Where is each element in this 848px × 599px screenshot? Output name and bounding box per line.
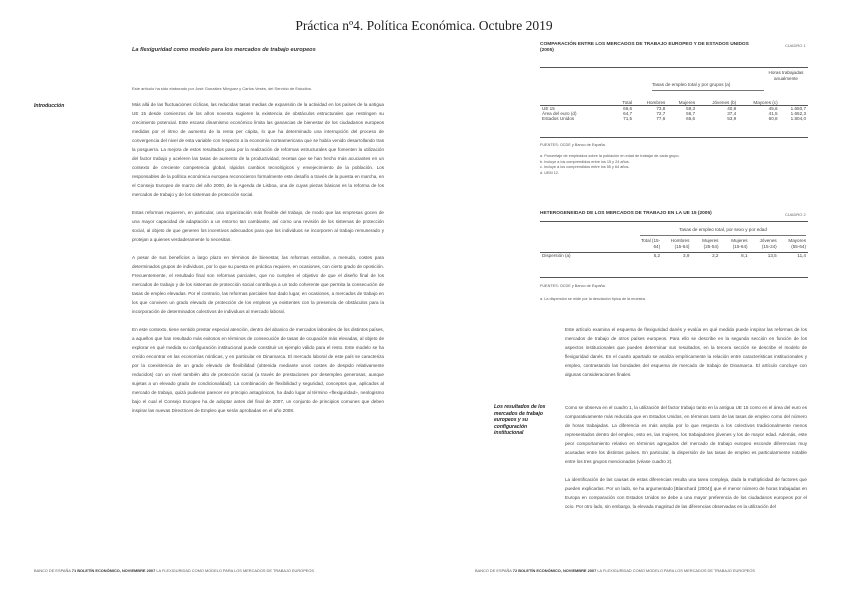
column-header: Mayores (c) [753,100,778,105]
table1-grid [540,100,808,121]
table1-note: b. Incluye a los comprendidos entre los 15 y 24 años. [540,159,630,164]
footer-page-number: 72 [512,568,518,573]
footer-article-name: LA FLEXIGURIDAD COMO MODELO PARA LOS MERCADOS DE TRABAJO EUROPEOS [597,568,756,573]
table-cell: 1.650,7 [790,106,806,111]
table-cell: 40,8 [727,106,737,111]
paragraph: La identificación de las causas de estas diferencias resulta una tarea compleja, dada la multiplicidad de factores que pueden explicarlas. Por un lado, se ha argumentado [Blanchard (2004)] que el menor número de horas trabajadas en Europa en comparación con Estados Unidos se debe a una mayor preferencia de los ciudadanos europeos por el ocio. Por otro lado, sin embargo, la elevada magnitud de las diferencias observadas en la utilización del [565,477,807,509]
paragraph: Estas reformas requieren, en particular, una organización más flexible del trabajo, de modo que las empresas gocen de una mayor capacidad de adaptación a un entorno tan cambiante, así como una revisión de los sistemas de protección social, al objeto de que generen los incentivos adecuados para que los individuos se incorporen al trabajo remunerado y protejan a quienes verdaderamente lo necesitan. [132,210,384,242]
column-header: Mujeres (25-54) [702,238,719,249]
column-header: Total (15-64) [640,238,661,249]
table1-group-rule [652,90,764,91]
table-row [540,116,808,121]
table1-rule-bottom [540,137,808,138]
footer-page-number: 71 [71,568,77,573]
page-title: Práctica nº4. Política Económica. Octubre 2019 [295,18,553,33]
table-cell: 77,6 [656,116,666,121]
table1-group-header: Tasas de empleo total y por grupos (a) [652,82,731,87]
table1-cuadro-label: CUADRO 1 [785,43,806,48]
paragraph: A pesar de sus beneficios a largo plazo en términos de bienestar, las reformas entrañan, a menudo, costes para determinados grupos de individuos, por lo que su puesta en práctica requiere, en ocasiones, con cierto grado de oposición. Frecuentemente, el resultado final son reformas parciales, que no cumplen el objetivo de que el diseño final de los mercados de trabajo y de los sistemas de protección social contribuya a un todo coherente que permita la consecución de tasas de empleo elevadas. Por el contrario, las reformas parciales han dado lugar, en ocasiones, a mercados de trabajo en los que conviven un grado elevado de protección de los empleos ya existentes con la presencia de obstáculos para la incorporación de determinados colectivos de individuos al mercado laboral. [132,255,384,314]
table-cell: 11,4 [797,253,806,258]
paragraph: Más allá de las fluctuaciones cíclicas, las reducidas tasas medias de expansión de la actividad en los países de la antigua UE 15 desde comienzos de los años noventa sugieren la existencia de obstáculos estructurales que restringen su crecimiento potencial. Este escaso dinamismo económico limita las ganancias de bienestar de los ciudadanos europeos medidas por el ritmo de aumento de la renta per cápita, lo que ha determinado una interrupción del proceso de convergencia del nivel de esta variable con respecto a la economía norteamericana que se había venido desarrollando tras la posguerra. La mejora de estos resultados pasa por la realización de reformas estructurales que fomenten la utilización del factor trabajo y aceleren las tasas de aumento de la productividad, recetas que se han hecho más acuciantes en un contexto de creciente competencia global, rápidos cambios tecnológicos y envejecimiento de la población. Los responsables de la política económica europea reconocieron formalmente este desafío a través de la puesta en marcha, en el Consejo Europeo de marzo del año 2000, de la Agenda de Lisboa, una de cuyas piezas básicas es la reforma de los mercados de trabajo y de los sistemas de protección social. [132,102,384,197]
column-header: Hombres (15-64) [670,238,690,249]
row-label: UE 15 [542,106,555,111]
row-label: Área del euro (d) [542,111,577,116]
table-cell: 41,5 [768,111,778,116]
table-header-row [540,238,808,250]
table1-source: FUENTES: OCDE y Banco de España. [540,143,606,147]
table-row [540,253,808,258]
footer-article-name: LA FLEXIGURIDAD COMO MODELO PARA LOS MERCADOS DE TRABAJO EUROPEOS [156,568,315,573]
right-intro-text: Este artículo examina el esquema de flexiguridad danés y evalúa en qué medida puede inspirar las reformas de los mercados de trabajo de otros países europeos. Para ello se describe en la segunda sección en función de los aspectos institucionales que pueden determinar sus resultados, en la tercera sección se describe el modelo de flexiguridad danés. En el cuarto apartado se analiza empíricamente la relación entre características institucionales y empleo, contrastando las bondades del esquema de mercado de trabajo de Dinamarca. El artículo concluye con algunas consideraciones finales. [565,327,807,377]
table2-group-rule [640,235,806,236]
table1-notes [540,154,808,176]
table-cell: 71,5 [623,116,633,121]
column-header: Jóvenes (b) [712,100,737,105]
footer-publisher: BANCO DE ESPAÑA [34,568,71,573]
right-footer [475,568,755,573]
table1 [540,70,808,121]
article-title: La flexiguridad como modelo para los mercados de trabajo europeos [132,47,316,53]
table2 [540,224,808,258]
article-authors: Este artículo ha sido elaborado por José González Mínguez y Carlos Vesés, del Servicio de Estudios. [132,86,312,91]
left-body-text [132,100,384,424]
table-cell: 1.652,3 [790,111,806,116]
column-header: Mujeres [678,100,696,105]
column-header: Mujeres (15-64) [731,238,748,249]
table2-cuadro-label: CUADRO 2 [785,212,806,217]
table2-title: HETEROGENEIDAD DE LOS MERCADOS DE TRABAJO EN LA UE 15 (2005) [540,211,712,216]
table1-title: COMPARACIÓN ENTRE LOS MERCADOS DE TRABAJO EUROPEO Y DE ESTADOS UNIDOS (2005) [540,42,749,53]
table2-source: FUENTES: OCDE y Banco de España. [540,284,606,288]
footer-bulletin: BOLETÍN ECONÓMICO, NOVIEMBRE 2007 [77,568,156,573]
table-cell: 72,7 [656,111,666,116]
column-header: Jóvenes (15-24) [759,238,777,249]
section-heading-results: Los resultados de los mercados de trabajo europeos y su configuración institucional [494,404,546,436]
row-label: Dispersión (a) [542,253,571,258]
column-header: Total [622,100,633,105]
right-body-text [565,403,807,520]
table-cell: 13,5 [767,253,777,258]
table-cell: 56,7 [686,111,696,116]
table-cell: 8,1 [741,253,748,258]
left-footer [34,568,314,573]
table1-note: d. UEM 12. [540,170,559,175]
row-label: Estados Unidos [542,116,575,121]
paragraph: En este contexto, tiene sentido prestar especial atención, dentro del abanico de mercados laborales de los distintos países, a aquellos que han resultado más exitosos en términos de consecución de tasas de ocupación más elevadas, al objeto de explorar en qué medida su configuración institucional puede constituir un ejemplo válido para el resto. Este modelo se ha creído encontrar en las economías nórdicas, y en particular en Dinamarca. El mercado laboral de este país se caracteriza por la coexistencia de un grado elevado de flexibilidad (obtenida mediante unos costes de despido relativamente reducidos) con un nivel también alto de protección social (a través de prestaciones por desempleo generosas, aunque sujetas a un elevado grado de condicionalidad). La combinación de flexibilidad y seguridad, conceptos que, aplicados al mercado de trabajo, quizá pudieran parecer en principio antagónicos, ha dado lugar al término «flexiguridad», neologismo bajo el cual el Consejo Europeo ha de adoptar antes del final de 2007, un conjunto de principios comunes que deben inspirar las nuevas Directrices de Empleo que serán aprobadas en el año 2008. [132,327,384,413]
table-cell: 37,4 [727,111,737,116]
table-cell: 60,8 [768,116,778,121]
section-heading-intro: Introducción [34,103,65,109]
table-cell: 66,6 [623,106,633,111]
table-cell: 65,6 [686,116,696,121]
column-header: Mayores (55-64) [788,238,806,249]
table1-rule-top [540,67,808,68]
table-cell: 5,2 [653,253,661,258]
table-cell: 2,2 [712,253,719,258]
column-header: Hombres [646,100,666,105]
table2-group-header: Tasas de empleo total, por sexo y por edad [679,227,767,232]
table-cell: 53,9 [727,116,737,121]
table-cell: 59,3 [686,106,696,111]
table1-note: c. Incluye a los comprendidos entre los 55 y 64 años. [540,165,630,169]
table1-hours-header: Horas trabajadas anualmente [768,70,804,81]
footer-publisher: BANCO DE ESPAÑA [475,568,512,573]
table-cell: 3,9 [683,253,690,258]
table2-note: a. La dispersión se mide por la desviación típica de la muestra. [540,297,646,301]
table2-rule-bottom [540,277,808,278]
paragraph: Como se observa en el cuadro 1, la utilización del factor trabajo tanto en la antigua UE 15 como en el área del euro es comparativamente más reducida que en Estados Unidos, en términos tanto de las tasas de empleo como del número de horas trabajadas. La diferencia es más amplia por lo que respecta a los colectivos tradicionalmente menos representados dentro del empleo, esto es, las mujeres, los trabajadores jóvenes y los de mayor edad. Además, este peor comportamiento relativo en términos agregados del mercado de trabajo europeo esconde diferencias muy acusadas entre los distintos países. En particular, la dispersión de las tasas de empleo es particularmente notable entre los tres grupos mencionados (véase cuadro 2). [565,405,807,464]
table2-grid [540,238,808,258]
table2-rule-top [540,221,808,222]
table-cell: 45,6 [768,106,778,111]
footer-bulletin: BOLETÍN ECONÓMICO, NOVIEMBRE 2007 [518,568,597,573]
table-cell: 73,8 [656,106,666,111]
table-cell: 1.804,0 [790,116,806,121]
table1-note: a. Porcentaje de empleados sobre la población en edad de trabajar de cada grupo. [540,154,680,158]
table-cell: 64,7 [623,111,633,116]
